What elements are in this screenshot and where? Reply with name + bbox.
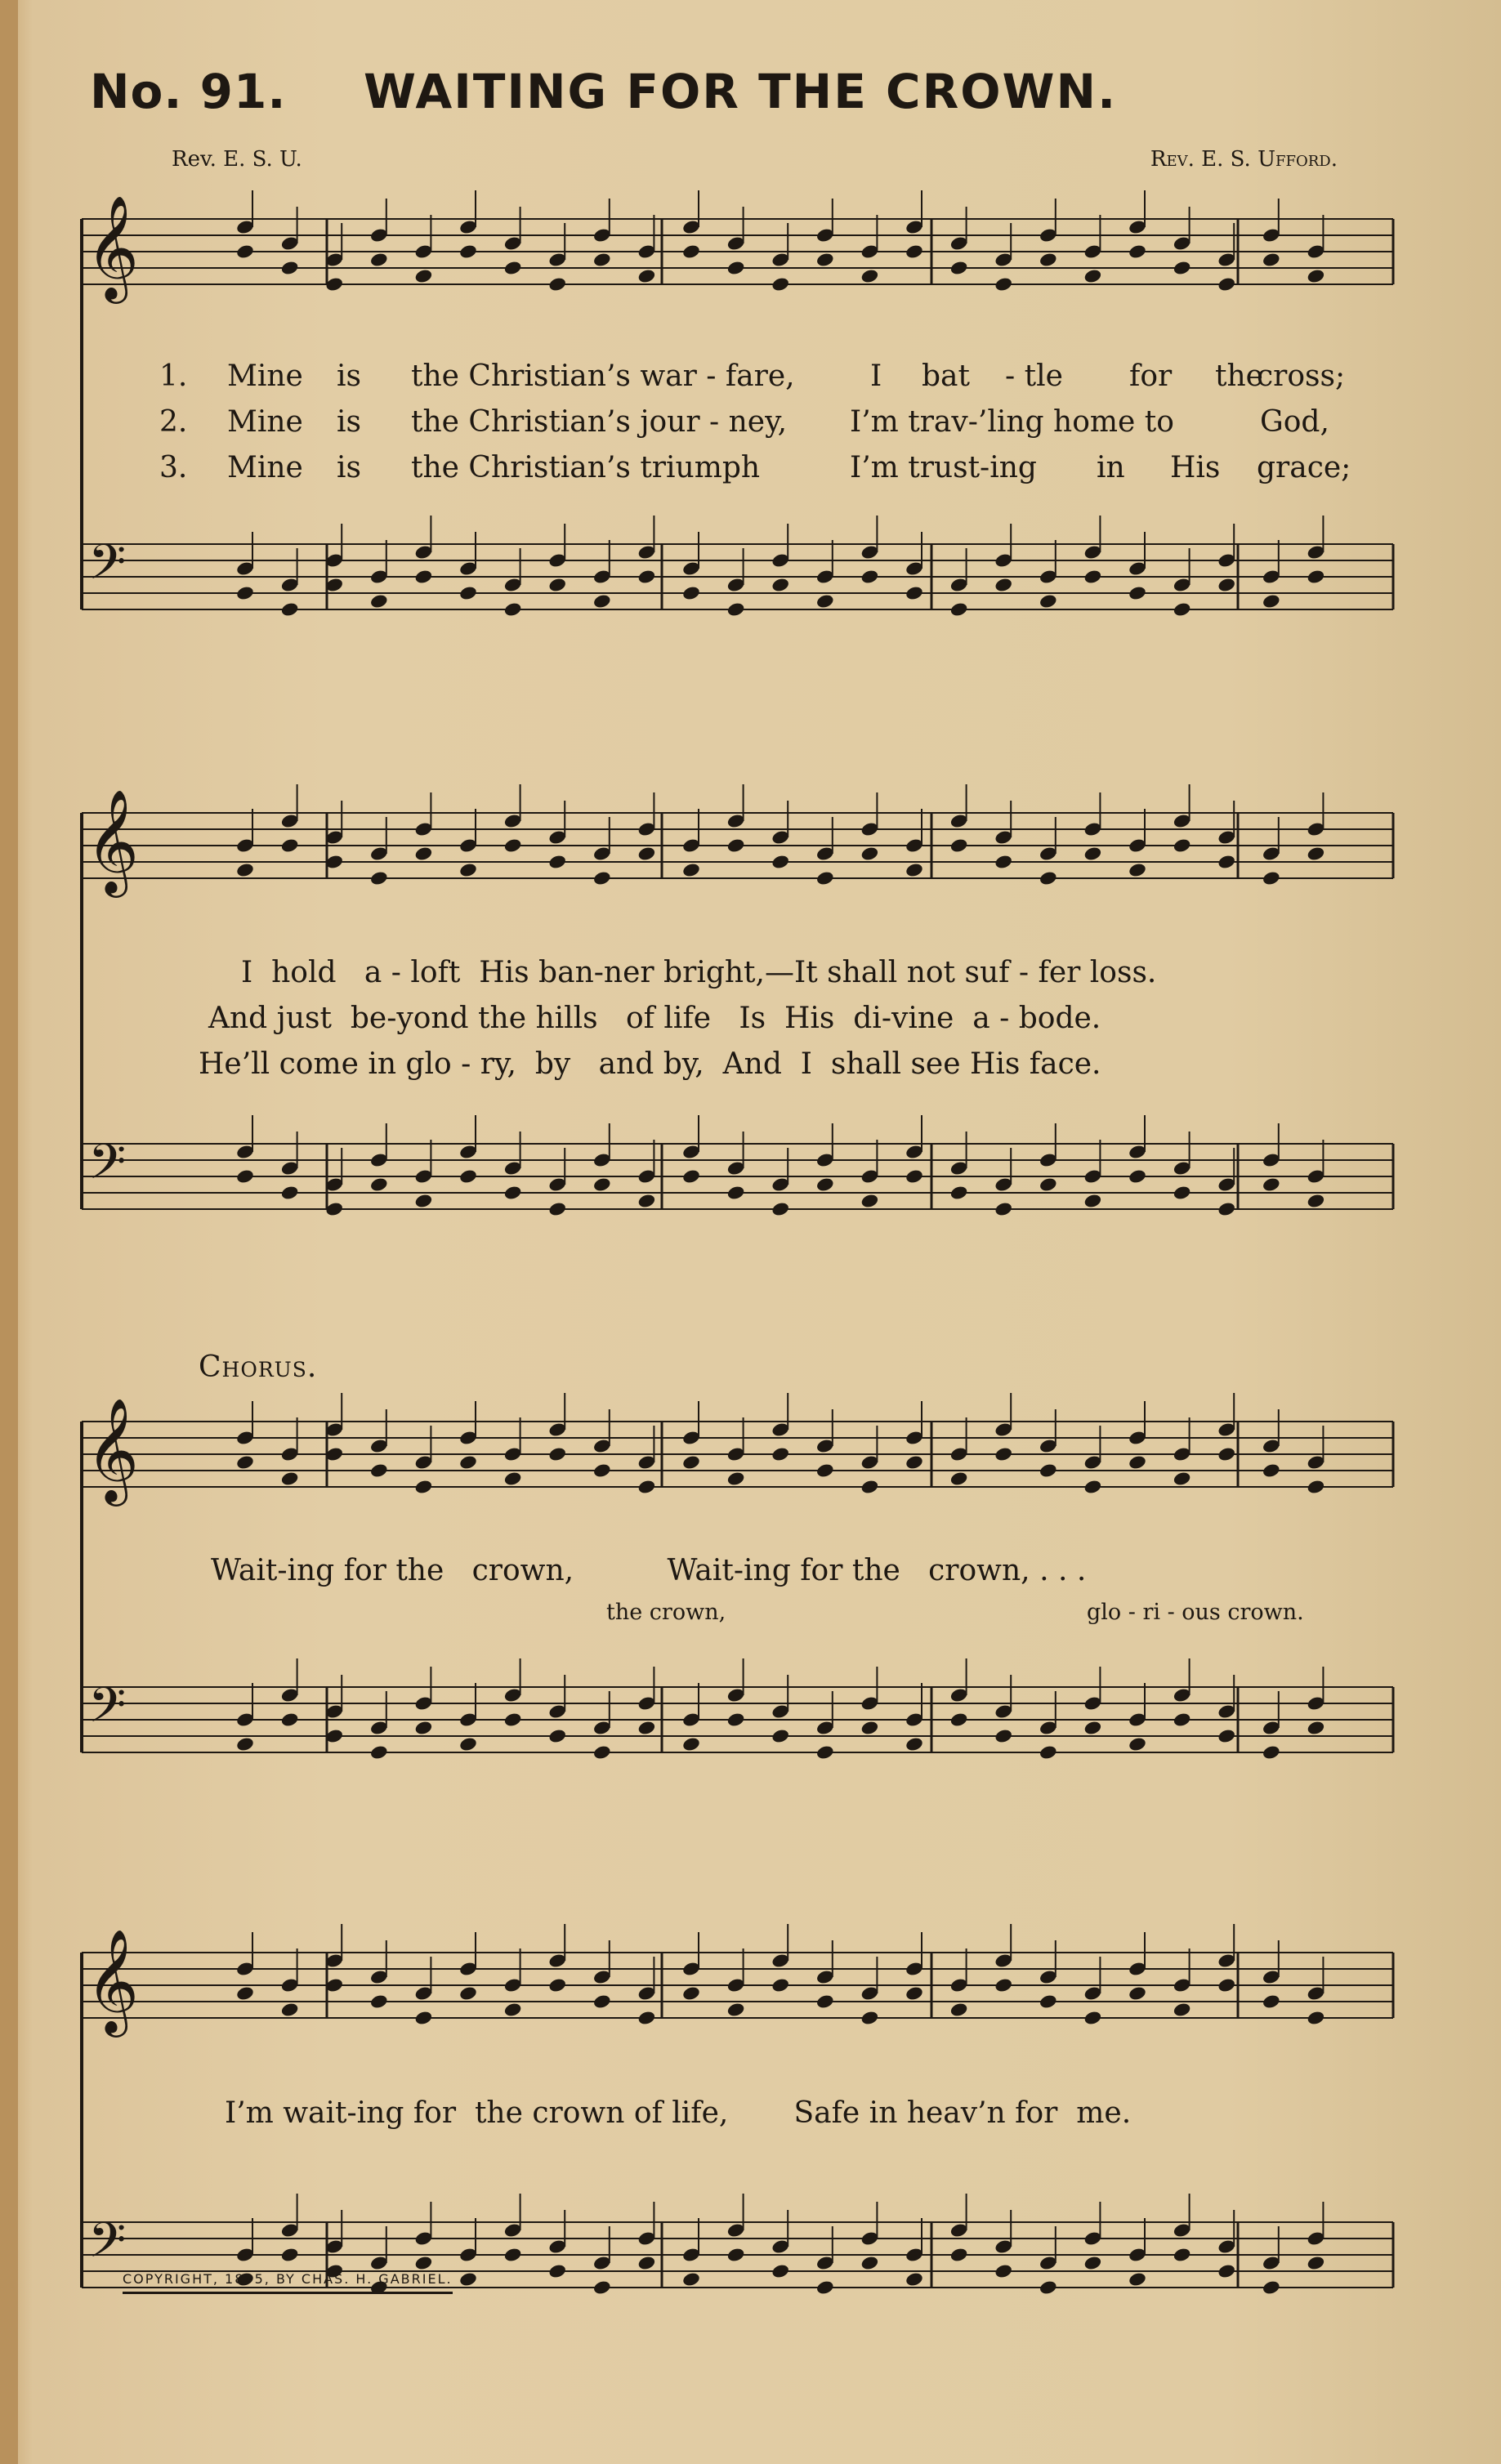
- note-head: [1128, 1985, 1147, 2002]
- note-head: [1262, 2279, 1281, 2296]
- bass-clef: 𝄢: [88, 1676, 127, 1745]
- note-head: [726, 1185, 746, 1201]
- note-head: [369, 1462, 389, 1479]
- note-head: [1128, 1454, 1147, 1471]
- note-head: [1039, 1176, 1058, 1193]
- chorus-alto-lyric: glo - ri - ous crown.: [1087, 1600, 1304, 1625]
- note-head: [503, 260, 523, 276]
- note-head: [280, 260, 300, 276]
- note-head: [503, 1471, 523, 1487]
- note-head: [547, 1201, 567, 1217]
- treble-clef: 𝄞: [86, 1397, 140, 1502]
- note-head: [369, 1993, 389, 2010]
- note-head: [860, 1479, 880, 1495]
- verse-2-syllable: is: [337, 405, 361, 439]
- note-head: [1307, 1193, 1326, 1209]
- note-head: [949, 601, 969, 618]
- note-head: [726, 2002, 746, 2018]
- verse-1-syllable: is: [337, 359, 361, 393]
- note-head: [860, 1193, 880, 1209]
- note-head: [1217, 1201, 1236, 1217]
- verse-1-syllable: Mine: [227, 359, 303, 393]
- note-head: [637, 846, 657, 862]
- chorus-lyric-line-2: I’m wait-ing for the crown of life, Safe in heav’n for me.: [225, 2096, 1132, 2130]
- note-head: [503, 2002, 523, 2018]
- note-head: [860, 2010, 880, 2026]
- note-head: [726, 837, 746, 854]
- note-head: [1173, 601, 1192, 618]
- note-head: [994, 1977, 1013, 1993]
- verse-3-syllable: the Christian’s triumph: [411, 451, 761, 484]
- note-head: [369, 252, 389, 268]
- note-head: [280, 1471, 300, 1487]
- note-head: [592, 2279, 612, 2296]
- verse-1-number: 1.: [159, 359, 188, 393]
- note-head: [815, 870, 835, 886]
- note-head: [1217, 276, 1236, 292]
- note-head: [414, 1479, 434, 1495]
- note-head: [1083, 2255, 1103, 2271]
- note-head: [503, 601, 523, 618]
- note-head: [1262, 1993, 1281, 2010]
- note-head: [1262, 593, 1281, 609]
- note-head: [1307, 2255, 1326, 2271]
- treble-clef: 𝄞: [86, 194, 140, 299]
- note-head: [547, 577, 567, 593]
- note-head: [1039, 1744, 1058, 1761]
- note-head: [726, 601, 746, 618]
- note-head: [1217, 854, 1236, 870]
- bass-clef: 𝄢: [88, 2212, 127, 2280]
- note-head: [1039, 1993, 1058, 2010]
- chorus-label: Chorus.: [199, 1350, 318, 1384]
- note-head: [994, 276, 1013, 292]
- note-head: [905, 1454, 924, 1471]
- note-head: [414, 1193, 434, 1209]
- note-head: [905, 2271, 924, 2288]
- note-head: [458, 243, 478, 260]
- note-head: [280, 2002, 300, 2018]
- note-head: [458, 1454, 478, 1471]
- verse-1-syllable: I: [870, 359, 882, 393]
- chorus-lyric-line-1: Wait-ing for the crown, Wait-ing for the crown, . . .: [211, 1554, 1087, 1587]
- note-head: [860, 2255, 880, 2271]
- note-head: [1128, 2271, 1147, 2288]
- note-head: [949, 2002, 969, 2018]
- note-head: [369, 870, 389, 886]
- note-head: [1307, 1720, 1326, 1736]
- lyricist-credit: Rev. E. S. U.: [172, 147, 302, 172]
- note-head: [1262, 870, 1281, 886]
- note-head: [414, 569, 434, 585]
- note-head: [547, 276, 567, 292]
- note-head: [949, 2247, 969, 2263]
- note-head: [815, 2279, 835, 2296]
- verse-2-lyric-line: And just be-yond the hills of life Is His di-vine a - bode.: [208, 1002, 1101, 1035]
- note-head: [994, 1728, 1013, 1744]
- note-head: [592, 1993, 612, 2010]
- note-head: [369, 1744, 389, 1761]
- note-head: [547, 1977, 567, 1993]
- note-head: [994, 577, 1013, 593]
- note-head: [815, 1744, 835, 1761]
- note-head: [1039, 870, 1058, 886]
- note-head: [280, 837, 300, 854]
- note-head: [1173, 1712, 1192, 1728]
- note-head: [280, 1712, 300, 1728]
- note-head: [547, 1446, 567, 1462]
- note-head: [414, 2255, 434, 2271]
- note-head: [592, 870, 612, 886]
- note-head: [1307, 569, 1326, 585]
- verse-1-syllable: - tle: [1005, 359, 1063, 393]
- note-head: [1217, 577, 1236, 593]
- note-head: [637, 1193, 657, 1209]
- note-head: [1083, 2010, 1103, 2026]
- hymn-title: WAITING FOR THE CROWN.: [364, 64, 1118, 119]
- note-head: [815, 593, 835, 609]
- note-head: [905, 243, 924, 260]
- note-head: [280, 2247, 300, 2263]
- note-head: [458, 1736, 478, 1752]
- note-head: [547, 2263, 567, 2279]
- note-head: [637, 1720, 657, 1736]
- note-head: [503, 1712, 523, 1728]
- note-head: [1083, 1193, 1103, 1209]
- note-head: [1128, 1736, 1147, 1752]
- note-head: [1173, 2002, 1192, 2018]
- note-head: [726, 2247, 746, 2263]
- verse-2-number: 2.: [159, 405, 188, 439]
- verse-3-syllable: His: [1170, 451, 1221, 484]
- verse-1-lyric-line: I hold a - loft His ban-ner bright,—It shall not suf - fer loss.: [241, 956, 1157, 989]
- note-head: [905, 1985, 924, 2002]
- verse-3-syllable: Mine: [227, 451, 303, 484]
- composer-credit: Rev. E. S. Ufford.: [1150, 147, 1338, 172]
- note-head: [681, 1168, 701, 1185]
- note-head: [637, 1479, 657, 1495]
- note-head: [1039, 252, 1058, 268]
- verse-1-syllable: cross;: [1257, 359, 1346, 393]
- note-head: [414, 846, 434, 862]
- verse-1-syllable: the: [1215, 359, 1263, 393]
- note-head: [280, 1185, 300, 1201]
- note-head: [1173, 837, 1192, 854]
- note-head: [905, 585, 924, 601]
- note-head: [1217, 2263, 1236, 2279]
- note-head: [1307, 268, 1326, 284]
- verse-3-lyric-line: He’ll come in glo - ry, by and by, And I shall see His face.: [199, 1047, 1101, 1081]
- note-head: [1307, 846, 1326, 862]
- treble-clef: 𝄞: [86, 788, 140, 893]
- verse-1-syllable: for: [1129, 359, 1173, 393]
- note-head: [637, 569, 657, 585]
- note-head: [949, 260, 969, 276]
- verse-2-syllable: I’m trav-’ling home to: [850, 405, 1174, 439]
- bass-clef: 𝄢: [88, 1133, 127, 1202]
- verse-3-syllable: grace;: [1257, 451, 1351, 484]
- note-head: [1262, 1176, 1281, 1193]
- note-head: [458, 2271, 478, 2288]
- verse-3-syllable: is: [337, 451, 361, 484]
- note-head: [1173, 1185, 1192, 1201]
- note-head: [860, 1720, 880, 1736]
- note-head: [681, 1736, 701, 1752]
- note-head: [1262, 1744, 1281, 1761]
- note-head: [1128, 243, 1147, 260]
- note-head: [1307, 1479, 1326, 1495]
- note-head: [1083, 569, 1103, 585]
- note-head: [1083, 268, 1103, 284]
- note-head: [771, 1977, 790, 1993]
- note-head: [681, 1454, 701, 1471]
- note-head: [815, 252, 835, 268]
- note-head: [1173, 1471, 1192, 1487]
- note-head: [949, 1185, 969, 1201]
- note-head: [771, 577, 790, 593]
- note-head: [905, 862, 924, 878]
- note-head: [1128, 585, 1147, 601]
- note-head: [815, 1176, 835, 1193]
- note-head: [1083, 1479, 1103, 1495]
- note-head: [637, 2255, 657, 2271]
- note-head: [592, 593, 612, 609]
- note-head: [637, 268, 657, 284]
- verse-3-number: 3.: [159, 451, 188, 484]
- verse-2-syllable: Mine: [227, 405, 303, 439]
- note-head: [1217, 1446, 1236, 1462]
- note-head: [235, 1454, 255, 1471]
- note-head: [994, 2263, 1013, 2279]
- note-head: [771, 1728, 790, 1744]
- note-head: [860, 569, 880, 585]
- note-head: [458, 585, 478, 601]
- note-head: [592, 252, 612, 268]
- note-head: [771, 854, 790, 870]
- note-head: [1128, 1168, 1147, 1185]
- verse-2-syllable: God,: [1260, 405, 1329, 439]
- note-head: [280, 601, 300, 618]
- note-head: [771, 2263, 790, 2279]
- verse-2-syllable: the Christian’s jour - ney,: [411, 405, 788, 439]
- note-head: [726, 1471, 746, 1487]
- note-head: [1307, 2010, 1326, 2026]
- note-head: [681, 243, 701, 260]
- note-head: [1039, 593, 1058, 609]
- note-head: [369, 1176, 389, 1193]
- note-head: [369, 593, 389, 609]
- note-head: [1039, 2279, 1058, 2296]
- note-head: [414, 1720, 434, 1736]
- note-head: [1039, 1462, 1058, 1479]
- note-head: [1262, 1462, 1281, 1479]
- hymn-number: No. 91.: [90, 64, 287, 119]
- note-head: [994, 1446, 1013, 1462]
- bass-clef: 𝄢: [88, 533, 127, 602]
- note-head: [1217, 1977, 1236, 1993]
- note-head: [414, 2010, 434, 2026]
- note-head: [458, 862, 478, 878]
- note-head: [637, 2010, 657, 2026]
- note-head: [547, 1728, 567, 1744]
- note-head: [771, 1201, 790, 1217]
- note-head: [726, 260, 746, 276]
- treble-clef: 𝄞: [86, 1928, 140, 2033]
- note-head: [949, 837, 969, 854]
- note-head: [414, 268, 434, 284]
- note-head: [235, 243, 255, 260]
- note-head: [592, 1176, 612, 1193]
- note-head: [235, 1168, 255, 1185]
- note-head: [235, 585, 255, 601]
- note-head: [860, 268, 880, 284]
- note-head: [1128, 862, 1147, 878]
- note-head: [681, 2271, 701, 2288]
- verse-3-syllable: in: [1097, 451, 1125, 484]
- note-head: [235, 862, 255, 878]
- note-head: [860, 846, 880, 862]
- note-head: [905, 1168, 924, 1185]
- note-head: [681, 1985, 701, 2002]
- note-head: [592, 1462, 612, 1479]
- note-head: [458, 1168, 478, 1185]
- note-head: [458, 1985, 478, 2002]
- note-head: [994, 1201, 1013, 1217]
- note-head: [1173, 2247, 1192, 2263]
- note-head: [681, 585, 701, 601]
- note-head: [994, 854, 1013, 870]
- verse-3-syllable: I’m trust-ing: [850, 451, 1037, 484]
- note-head: [949, 1712, 969, 1728]
- note-head: [1262, 252, 1281, 268]
- note-head: [592, 1744, 612, 1761]
- verse-1-syllable: bat: [922, 359, 970, 393]
- note-head: [815, 1462, 835, 1479]
- note-head: [1083, 846, 1103, 862]
- note-head: [905, 1736, 924, 1752]
- note-head: [503, 837, 523, 854]
- note-head: [1083, 1720, 1103, 1736]
- chorus-alto-lyric: the crown,: [606, 1600, 726, 1625]
- note-head: [235, 1985, 255, 2002]
- note-head: [726, 1712, 746, 1728]
- note-head: [503, 1185, 523, 1201]
- note-head: [547, 854, 567, 870]
- note-head: [815, 1993, 835, 2010]
- note-head: [949, 1471, 969, 1487]
- verse-1-syllable: the Christian’s war - fare,: [411, 359, 795, 393]
- note-head: [503, 2247, 523, 2263]
- note-head: [771, 1446, 790, 1462]
- note-head: [1217, 1728, 1236, 1744]
- note-head: [235, 1736, 255, 1752]
- note-head: [1173, 260, 1192, 276]
- copyright-notice: COPYRIGHT, 1895, BY CHAS. H. GABRIEL.: [123, 2271, 453, 2294]
- note-head: [681, 862, 701, 878]
- note-head: [771, 276, 790, 292]
